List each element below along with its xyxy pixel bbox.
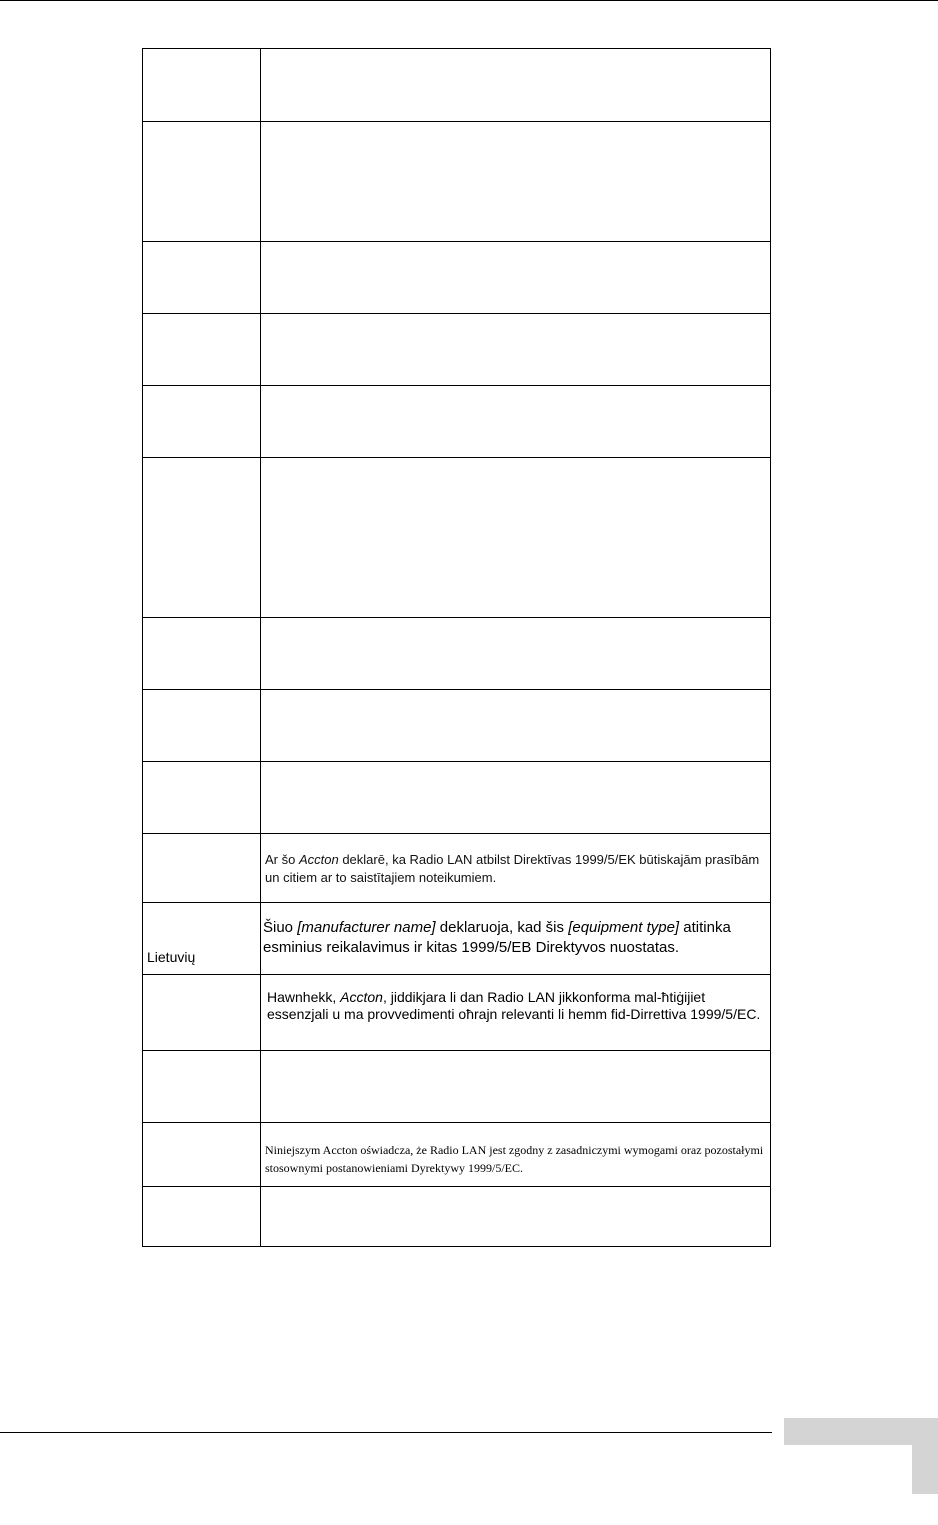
table-row-polish — [143, 1123, 771, 1187]
text-run: deklaruoja, kad šis — [435, 919, 569, 936]
manufacturer-placeholder: [manufacturer name] — [297, 919, 436, 936]
declaration-cell — [261, 49, 771, 122]
language-cell — [143, 458, 261, 618]
declaration-cell-lithuanian — [261, 903, 771, 975]
language-cell — [143, 122, 261, 242]
declaration-text-lithuanian — [261, 903, 770, 958]
page-number-tab — [784, 1418, 912, 1445]
text-run: Šiuo — [263, 919, 298, 936]
language-cell — [143, 834, 261, 903]
declaration-cell — [261, 242, 771, 314]
declaration-cell — [261, 1187, 771, 1247]
text-run: Ar šo — [265, 852, 299, 867]
table-row — [143, 49, 771, 122]
declaration-cell-maltese — [261, 975, 771, 1051]
table-row — [143, 618, 771, 690]
language-cell — [143, 242, 261, 314]
language-cell — [143, 690, 261, 762]
language-cell — [143, 314, 261, 386]
declaration-table — [142, 48, 771, 1247]
language-cell — [143, 618, 261, 690]
page-tab-corner — [912, 1418, 938, 1494]
table-row-maltese — [143, 975, 771, 1051]
language-cell — [143, 1187, 261, 1247]
language-cell — [143, 386, 261, 458]
declaration-cell — [261, 690, 771, 762]
declaration-cell — [261, 1051, 771, 1123]
top-rule — [0, 0, 938, 1]
manufacturer-name: Accton — [298, 852, 339, 867]
language-label-lithuanian: Lietuvių — [147, 949, 196, 965]
declaration-text-latvian — [261, 834, 770, 887]
equipment-placeholder: [equipment type] — [568, 919, 680, 936]
table-row-lithuanian — [143, 903, 771, 975]
table-row — [143, 386, 771, 458]
table-row — [143, 242, 771, 314]
text-run: deklarē, ka Radio LAN atbilst Direktīvas 1999/5/EK būtiskajām prasībām un citiem ar to saistītajiem noteikumiem. — [265, 852, 760, 885]
declaration-text-polish: Niniejszym Accton oświadcza, że Radio LAN jest zgodny z zasadniczymi wymogami oraz pozostałymi stosownymi postanowieniami Dyrektywy 1999/5/EC. — [265, 1143, 764, 1175]
table-row — [143, 1187, 771, 1247]
table-row-latvian — [143, 834, 771, 903]
manufacturer-name: Accton — [340, 989, 383, 1005]
table-row — [143, 314, 771, 386]
footer-rule — [0, 1432, 772, 1433]
table-row — [143, 762, 771, 834]
language-cell — [143, 762, 261, 834]
language-cell — [143, 975, 261, 1051]
language-cell — [143, 49, 261, 122]
text-run: atitinka esminius reikalavimus ir kitas 1999/5/EB Direktyvos nuostatas. — [263, 919, 731, 956]
declaration-cell — [261, 386, 771, 458]
text-run: , jiddikjara li dan Radio LAN jikkonforma mal-ħtiġijiet essenzjali u ma provvedimenti oħrajn relevanti li hemm fid-Dirrettiva 1999/5/EC. — [267, 989, 761, 1022]
declaration-cell — [261, 314, 771, 386]
text-run: Hawnhekk, — [267, 989, 341, 1005]
declaration-cell-polish — [261, 1123, 771, 1187]
declaration-cell-latvian — [261, 834, 771, 903]
declaration-cell — [261, 122, 771, 242]
table-row — [143, 1051, 771, 1123]
language-cell — [143, 1051, 261, 1123]
language-cell — [143, 903, 261, 975]
declaration-cell — [261, 618, 771, 690]
declaration-cell — [261, 762, 771, 834]
language-cell — [143, 1123, 261, 1187]
table-row — [143, 458, 771, 618]
declaration-text-maltese — [261, 975, 770, 1023]
declaration-cell — [261, 458, 771, 618]
table-row — [143, 690, 771, 762]
table-row — [143, 122, 771, 242]
